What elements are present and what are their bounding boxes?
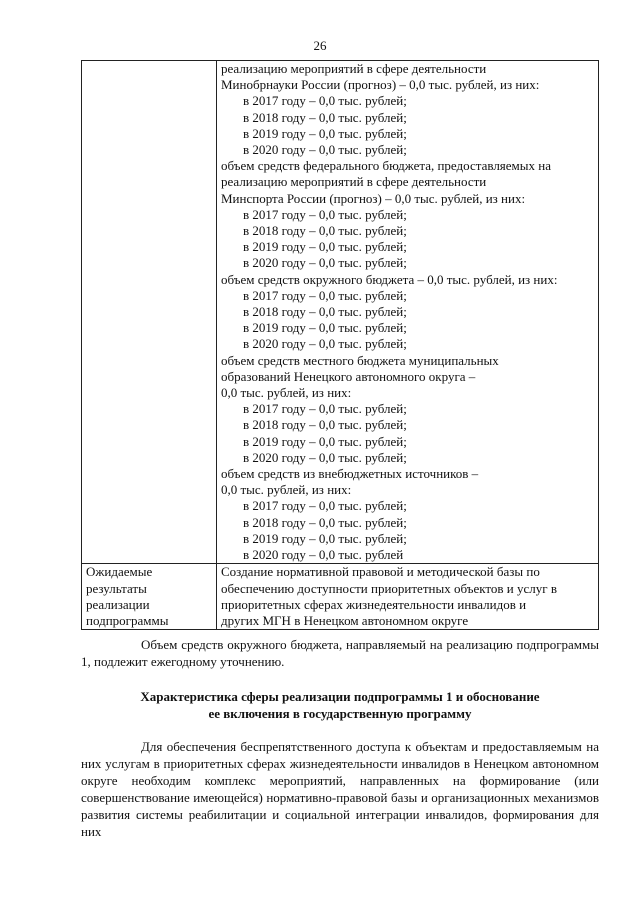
table-cell-line: объем средств из внебюджетных источников – [221, 466, 479, 482]
body-paragraph: Для обеспечения беспрепятственного доступа к объектам и предоставляемым на них услугам в приоритетных сферах жизнедеятельности инвалидов в Ненецком автономном округе необходим комплекс мероприятий, направленных на формирование (или совершенствование имеющейся) нормативно-правовой базы и организационных механизмов развития системы реабилитации и социальной интеграции инвалидов, формирования для них [81, 739, 599, 839]
table-cell-line: в 2019 году – 0,0 тыс. рублей; [243, 239, 407, 255]
table-cell-line: в 2017 году – 0,0 тыс. рублей; [243, 401, 407, 417]
table-cell-line: реализацию мероприятий в сфере деятельности [221, 61, 487, 76]
table-cell-line: подпрограммы [86, 612, 169, 628]
table-cell-line: обеспечению доступности приоритетных объектов и услуг в [221, 580, 557, 596]
table-cell-line: Минобрнауки России (прогноз) – 0,0 тыс. рублей, из них: [221, 77, 540, 93]
table-cell-line: результаты [86, 580, 147, 596]
section-heading-line: ее включения в государственную программу [208, 706, 472, 721]
page-number: 26 [313, 38, 327, 53]
subprogram-passport-table [81, 60, 599, 630]
row-label-cell [82, 61, 217, 564]
table-row-expected-results [82, 564, 599, 630]
table-cell-line: в 2017 году – 0,0 тыс. рублей; [243, 206, 407, 222]
table-cell-line: в 2019 году – 0,0 тыс. рублей; [243, 433, 407, 449]
section-heading-line: Характеристика сферы реализации подпрограммы 1 и обоснование [140, 689, 540, 704]
note-paragraph: Объем средств окружного бюджета, направляемый на реализацию подпрограммы 1, подлежит ежегодному уточнению. [81, 637, 599, 669]
table-cell-line: Ожидаемые [86, 564, 153, 580]
table-cell-line: реализацию мероприятий в сфере деятельности [221, 174, 487, 190]
expected-results-value-cell [217, 564, 599, 630]
table-row-funding [82, 61, 599, 564]
table-cell-line: в 2017 году – 0,0 тыс. рублей; [243, 287, 407, 303]
table-cell-line: других МГН в Ненецком автономном округе [221, 612, 469, 628]
table-cell-line: 0,0 тыс. рублей, из них: [221, 385, 352, 401]
section-heading [81, 688, 599, 722]
table-cell-line: объем средств окружного бюджета – 0,0 тыс. рублей, из них: [221, 271, 558, 287]
table-cell-line: объем средств местного бюджета муниципальных [221, 352, 499, 368]
table-cell-line: образований Ненецкого автономного округа – [221, 368, 476, 384]
table-cell-line: в 2017 году – 0,0 тыс. рублей; [243, 93, 407, 109]
table-cell-line: в 2017 году – 0,0 тыс. рублей; [243, 498, 407, 514]
table-cell-line: в 2020 году – 0,0 тыс. рублей; [243, 336, 407, 352]
table-cell-line: в 2019 году – 0,0 тыс. рублей; [243, 530, 407, 546]
table-cell-line: в 2020 году – 0,0 тыс. рублей; [243, 449, 407, 465]
table-cell-line: в 2018 году – 0,0 тыс. рублей; [243, 223, 407, 239]
table-cell-line: объем средств федерального бюджета, предоставляемых на [221, 158, 551, 174]
table-cell-line: Минспорта России (прогноз) – 0,0 тыс. рублей, из них: [221, 190, 526, 206]
note-block [81, 636, 599, 670]
table-cell-line: в 2020 году – 0,0 тыс. рублей; [243, 255, 407, 271]
table-cell-line: Создание нормативной правовой и методической базы по [221, 564, 540, 580]
body-text [81, 738, 599, 840]
expected-results-label-cell [82, 564, 217, 630]
funding-value-cell [217, 61, 599, 564]
table-cell-line: в 2020 году – 0,0 тыс. рублей; [243, 142, 407, 158]
table-cell-line: приоритетных сферах жизнедеятельности инвалидов и [221, 596, 527, 612]
table-cell-line: 0,0 тыс. рублей, из них: [221, 482, 352, 498]
table-cell-line: в 2018 году – 0,0 тыс. рублей; [243, 109, 407, 125]
table-cell-line: в 2018 году – 0,0 тыс. рублей; [243, 514, 407, 530]
table-cell-line: в 2020 году – 0,0 тыс. рублей [243, 547, 404, 563]
table-cell-line: в 2018 году – 0,0 тыс. рублей; [243, 304, 407, 320]
table-cell-line: в 2018 году – 0,0 тыс. рублей; [243, 417, 407, 433]
table-cell-line: в 2019 году – 0,0 тыс. рублей; [243, 125, 407, 141]
table-cell-line: в 2019 году – 0,0 тыс. рублей; [243, 320, 407, 336]
table-cell-line: реализации [86, 596, 150, 612]
